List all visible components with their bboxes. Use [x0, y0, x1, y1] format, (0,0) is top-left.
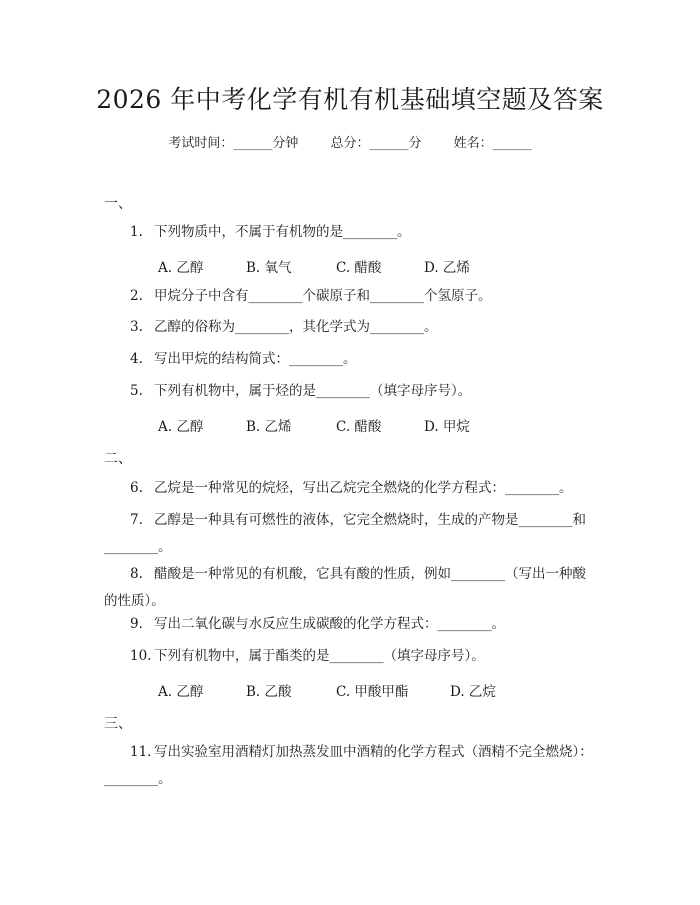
section-heading-3: 三、 [104, 716, 132, 732]
question-number: 7. [130, 512, 143, 528]
question-10 [104, 643, 596, 670]
question-text: 醋酸是一种常见的有机酸，它具有酸的性质，例如________（写出一种酸的性质）。 [104, 566, 586, 609]
option-b: B. 乙烯 [246, 419, 292, 435]
question-number: 2. [130, 288, 143, 304]
question-number: 9. [130, 616, 143, 632]
question-1-options [158, 256, 470, 276]
question-11 [104, 739, 596, 793]
option-c: C. 醋酸 [336, 260, 382, 276]
question-5-options [158, 415, 470, 435]
question-text: 下列物质中，不属于有机物的是________。 [154, 224, 411, 240]
question-number: 6. [130, 480, 143, 496]
question-5 [104, 378, 596, 405]
option-a: A. 乙醇 [158, 260, 204, 276]
question-text: 下列有机物中，属于酯类的是________（填字母序号）。 [154, 648, 485, 664]
question-number: 5. [130, 383, 143, 399]
question-number: 4. [130, 351, 143, 367]
question-text: 写出甲烷的结构简式：________。 [154, 351, 357, 367]
option-d: D. 乙烯 [424, 260, 470, 276]
exam-score: 总分：______分 [330, 136, 422, 151]
question-number: 1. [130, 224, 143, 240]
question-text: 甲烷分子中含有________个碳原子和________个氢原子。 [154, 288, 492, 304]
section-heading-2: 二、 [104, 451, 132, 467]
option-b: B. 氧气 [246, 260, 292, 276]
question-number: 8. [130, 566, 143, 582]
exam-time: 考试时间：______分钟 [168, 136, 299, 151]
question-3 [104, 314, 596, 341]
question-4 [104, 346, 596, 373]
option-a: A. 乙醇 [158, 684, 204, 700]
question-text: 写出实验室用酒精灯加热蒸发皿中酒精的化学方程式（酒精不完全燃烧）：________。 [104, 744, 593, 787]
question-8 [104, 561, 596, 615]
question-text: 写出二氧化碳与水反应生成碳酸的化学方程式：________。 [154, 616, 505, 632]
question-7 [104, 507, 596, 561]
option-d: D. 乙烷 [450, 684, 496, 700]
question-text: 下列有机物中，属于烃的是________（填字母序号）。 [154, 383, 472, 399]
question-text: 乙醇的俗称为________，其化学式为________。 [154, 319, 438, 335]
exam-meta [0, 132, 700, 151]
question-9 [104, 611, 596, 638]
question-1 [104, 219, 596, 246]
question-text: 乙烷是一种常见的烷烃，写出乙烷完全燃烧的化学方程式：________。 [154, 480, 573, 496]
question-10-options [158, 680, 496, 700]
question-number: 11. [130, 744, 152, 760]
question-number: 10. [130, 648, 152, 664]
option-b: B. 乙酸 [246, 684, 292, 700]
question-text: 乙醇是一种具有可燃性的液体，它完全燃烧时，生成的产物是________和________。 [104, 512, 586, 555]
section-heading-1: 一、 [104, 196, 132, 212]
question-2 [104, 283, 596, 310]
page-title: 2026 年中考化学有机有机基础填空题及答案 [96, 85, 604, 114]
option-a: A. 乙醇 [158, 419, 204, 435]
question-number: 3. [130, 319, 143, 335]
exam-name: 姓名：______ [453, 136, 532, 151]
option-c: C. 甲酸甲酯 [336, 684, 409, 700]
question-6 [104, 475, 596, 502]
option-c: C. 醋酸 [336, 419, 382, 435]
option-d: D. 甲烷 [424, 419, 470, 435]
